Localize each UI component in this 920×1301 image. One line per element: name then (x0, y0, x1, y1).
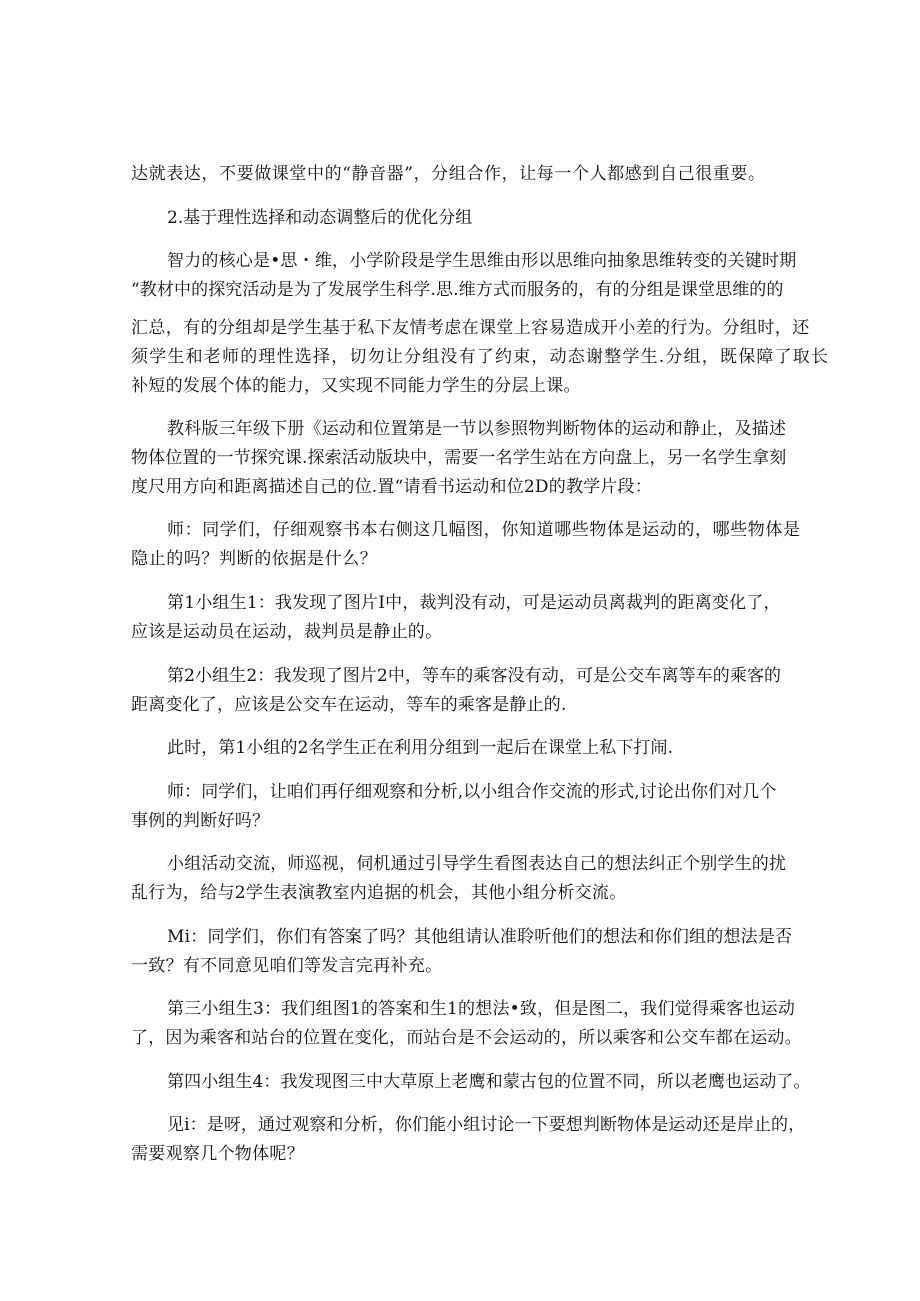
text-line: 需要观察几个物体呢？ (131, 1144, 304, 1164)
text-line: 第1小组生1：我发现了图片I中，裁判没有动，可是运动员离裁判的距离变化了， (167, 593, 781, 613)
text-line: 第四小组生4：我发现图三中大草原上老鹰和蒙古包的位置不同，所以老鹰也运动了。 (167, 1072, 811, 1092)
text-line: 小组活动交流，师巡视，伺机通过引导学生看图表达自己的想法纠正个别学生的扰 (167, 854, 787, 874)
text-line: 事例的判断好吗？ (131, 811, 270, 831)
text-line: 达就表达，不要做课堂中的“静音器”，分组合作，让每一个人都感到自己很重要。 (131, 164, 766, 184)
text-line: 度尺用方向和距离描述自己的位.置“请看书运动和位2D的教学片段： (131, 477, 652, 497)
text-line: 汇总，有的分组却是学生基于私下友情考虑在课堂上容易造成开小差的行为。分组时，还 (131, 318, 810, 338)
text-line: 一致？有不同意见咱们等发言完再补充。 (131, 956, 443, 976)
text-line: Mi：同学们，你们有答案了吗？其他组请认准聆听他们的想法和你们组的想法是否 (167, 927, 793, 947)
text-line: 物体位置的一节探究课.探索活动版块中，需要一名学生站在方向盘上，另一名学生拿刻 (131, 448, 787, 468)
text-line: 第2小组生2：我发现了图片2中，等车的乘客没有动，可是公交车离等车的乘客的 (167, 666, 782, 686)
text-line: 师：同学们，仔细观察书本右侧这几幅图，你知道哪些物体是运动的，哪些物体是 (167, 520, 801, 540)
text-line: “教材中的探究活动是为了发展学生科学.思.维方式而服务的，有的分组是课堂思维的的 (131, 280, 784, 300)
text-line: 了，因为乘客和站台的位置在变化，而站台是不会运动的，所以乘客和公交车都在运动。 (131, 1028, 802, 1048)
text-line: 师：同学们，让咱们再仔细观察和分析,以小组合作交流的形式,讨论出你们对几个 (167, 782, 777, 802)
text-line: 补短的发展个体的能力，又实现不同能力学生的分层上课。 (131, 376, 581, 396)
text-line: 见i：是呀，通过观察和分析，你们能小组讨论一下要想判断物体是运动还是岸止的， (167, 1115, 806, 1135)
text-line: 须学生和老师的理性选择，切勿让分组没有了约束，动态谢整学生.分组，既保障了取长 (131, 347, 830, 367)
text-line: 乱行为，给与2学生表演教室内追据的机会，其他小组分析交流。 (131, 883, 627, 903)
text-line: 距离变化了，应该是公交车在运动，等车的乘客是静止的. (131, 695, 567, 715)
text-line: 教科版三年级下册《运动和位置第是一节以参照物判断物体的运动和静止，及描述 (167, 419, 787, 439)
text-line: 第三小组生3：我们组图1的答案和生1的想法•致，但是图二，我们觉得乘客也运动 (167, 999, 796, 1019)
section-heading: 2.基于理性选择和动态调整后的优化分组 (167, 208, 473, 228)
text-line: 智力的核心是•思・维，小学阶段是学生思维由形以思维向抽象思维转变的关键时期 (167, 251, 797, 271)
text-line: 隐止的吗？判断的依据是什么？ (131, 549, 378, 569)
text-line: 应该是运动员在运动，裁判员是静止的。 (131, 622, 443, 642)
text-line: 此时，第1小组的2名学生正在利用分组到一起后在课堂上私下打闹. (167, 738, 674, 758)
